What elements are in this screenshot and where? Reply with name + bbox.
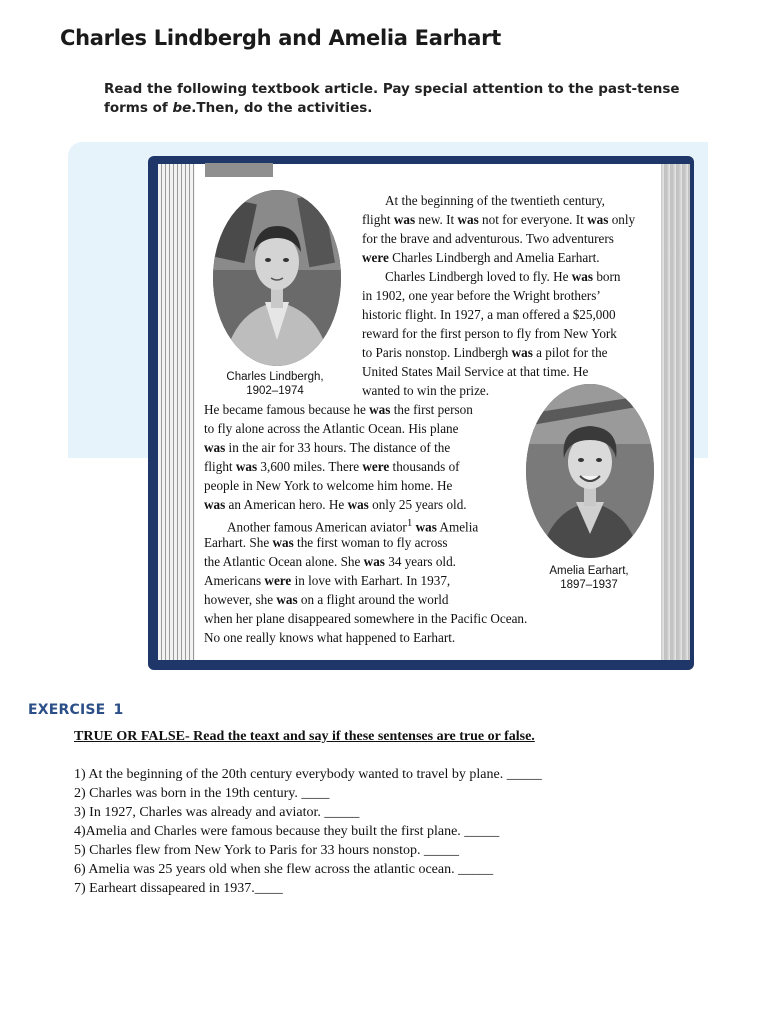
page-title: Charles Lindbergh and Amelia Earhart xyxy=(60,26,501,50)
article-line: Earhart. She was the first woman to fly across xyxy=(204,535,448,550)
article-line: Another famous American aviator$^1$ was Amelia xyxy=(227,517,479,535)
exercise-label: EXERCISE xyxy=(28,702,106,718)
exercise-question: 5) Charles flew from New York to Paris for 33 hours nonstop. _____ xyxy=(74,843,459,858)
instructions-text-2: .Then, do the activities. xyxy=(191,100,373,116)
article-line: Charles Lindbergh loved to fly. He was born xyxy=(385,269,621,284)
earhart-caption-name: Amelia Earhart, xyxy=(549,565,629,577)
exercise-question: 1) At the beginning of the 20th century everybody wanted to travel by plane. _____ xyxy=(74,767,542,782)
exercise-question: 4)Amelia and Charles were famous because they built the first plane. _____ xyxy=(74,824,500,839)
article-line: when her plane disappeared somewhere in the Pacific Ocean. xyxy=(204,611,528,626)
instructions-italic-be: be xyxy=(172,100,192,116)
article-line: flight was 3,600 miles. There were thousands of xyxy=(204,459,460,474)
article-line: was an American hero. He was only 25 years old. xyxy=(204,497,467,512)
article-line: historic flight. In 1927, a man offered a $25,000 xyxy=(362,307,616,322)
reading-instructions xyxy=(104,80,694,118)
earhart-caption-years: 1897–1937 xyxy=(560,579,618,591)
article-line: to fly alone across the Atlantic Ocean. His plane xyxy=(204,421,459,436)
lindbergh-caption-years: 1902–1974 xyxy=(246,385,304,397)
lindbergh-caption xyxy=(210,370,340,398)
article-line: United States Mail Service at that time. He xyxy=(362,364,589,379)
article-line: however, she was on a flight around the world xyxy=(204,592,449,607)
earhart-portrait xyxy=(526,384,654,558)
article-line: were Charles Lindbergh and Amelia Earhart. xyxy=(362,250,600,265)
instructions-text-1: Read the following textbook article. Pay special attention to the past-tense forms of xyxy=(104,81,680,116)
exercise-question: 6) Amelia was 25 years old when she flew across the atlantic ocean. _____ xyxy=(74,862,494,877)
article-line: wanted to win the prize. xyxy=(362,383,490,398)
article-line: was in the air for 33 hours. The distance of the xyxy=(204,440,451,455)
exercise-question: 7) Earheart dissapeared in 1937.____ xyxy=(74,881,283,896)
article-line: flight was new. It was not for everyone. It was only xyxy=(362,212,636,227)
article-line: Americans were in love with Earhart. In 1937, xyxy=(204,573,451,588)
book-page-edges-left xyxy=(158,164,198,660)
lindbergh-caption-name: Charles Lindbergh, xyxy=(226,371,324,383)
earhart-caption xyxy=(524,564,654,592)
article-line: to Paris nonstop. Lindbergh was a pilot for the xyxy=(362,345,608,360)
exercise-number: 1 xyxy=(113,702,124,718)
article-line: for the brave and adventurous. Two adventurers xyxy=(362,231,614,246)
article-line: He became famous because he was the first person xyxy=(204,402,473,417)
article-line: the Atlantic Ocean alone. She was 34 years old. xyxy=(204,554,456,569)
lindbergh-portrait xyxy=(213,190,341,366)
article-line: No one really knows what happened to Earhart. xyxy=(204,630,456,645)
exercise-heading xyxy=(28,702,123,718)
exercise-instruction: TRUE OR FALSE- Read the teaxt and say if these sentenses are true or false. xyxy=(74,729,535,744)
article-line: At the beginning of the twentieth century, xyxy=(385,193,605,208)
book-bookmark xyxy=(205,163,273,177)
exercise-question: 3) In 1927, Charles was already and aviator. _____ xyxy=(74,805,360,820)
article-line: reward for the first person to fly from New York xyxy=(362,326,617,341)
article-line: people in New York to welcome him home. He xyxy=(204,478,453,493)
exercise-question: 2) Charles was born in the 19th century. ____ xyxy=(74,786,330,801)
article-line: in 1902, one year before the Wright brothers’ xyxy=(362,288,601,303)
book-page-edges-right xyxy=(660,164,690,660)
